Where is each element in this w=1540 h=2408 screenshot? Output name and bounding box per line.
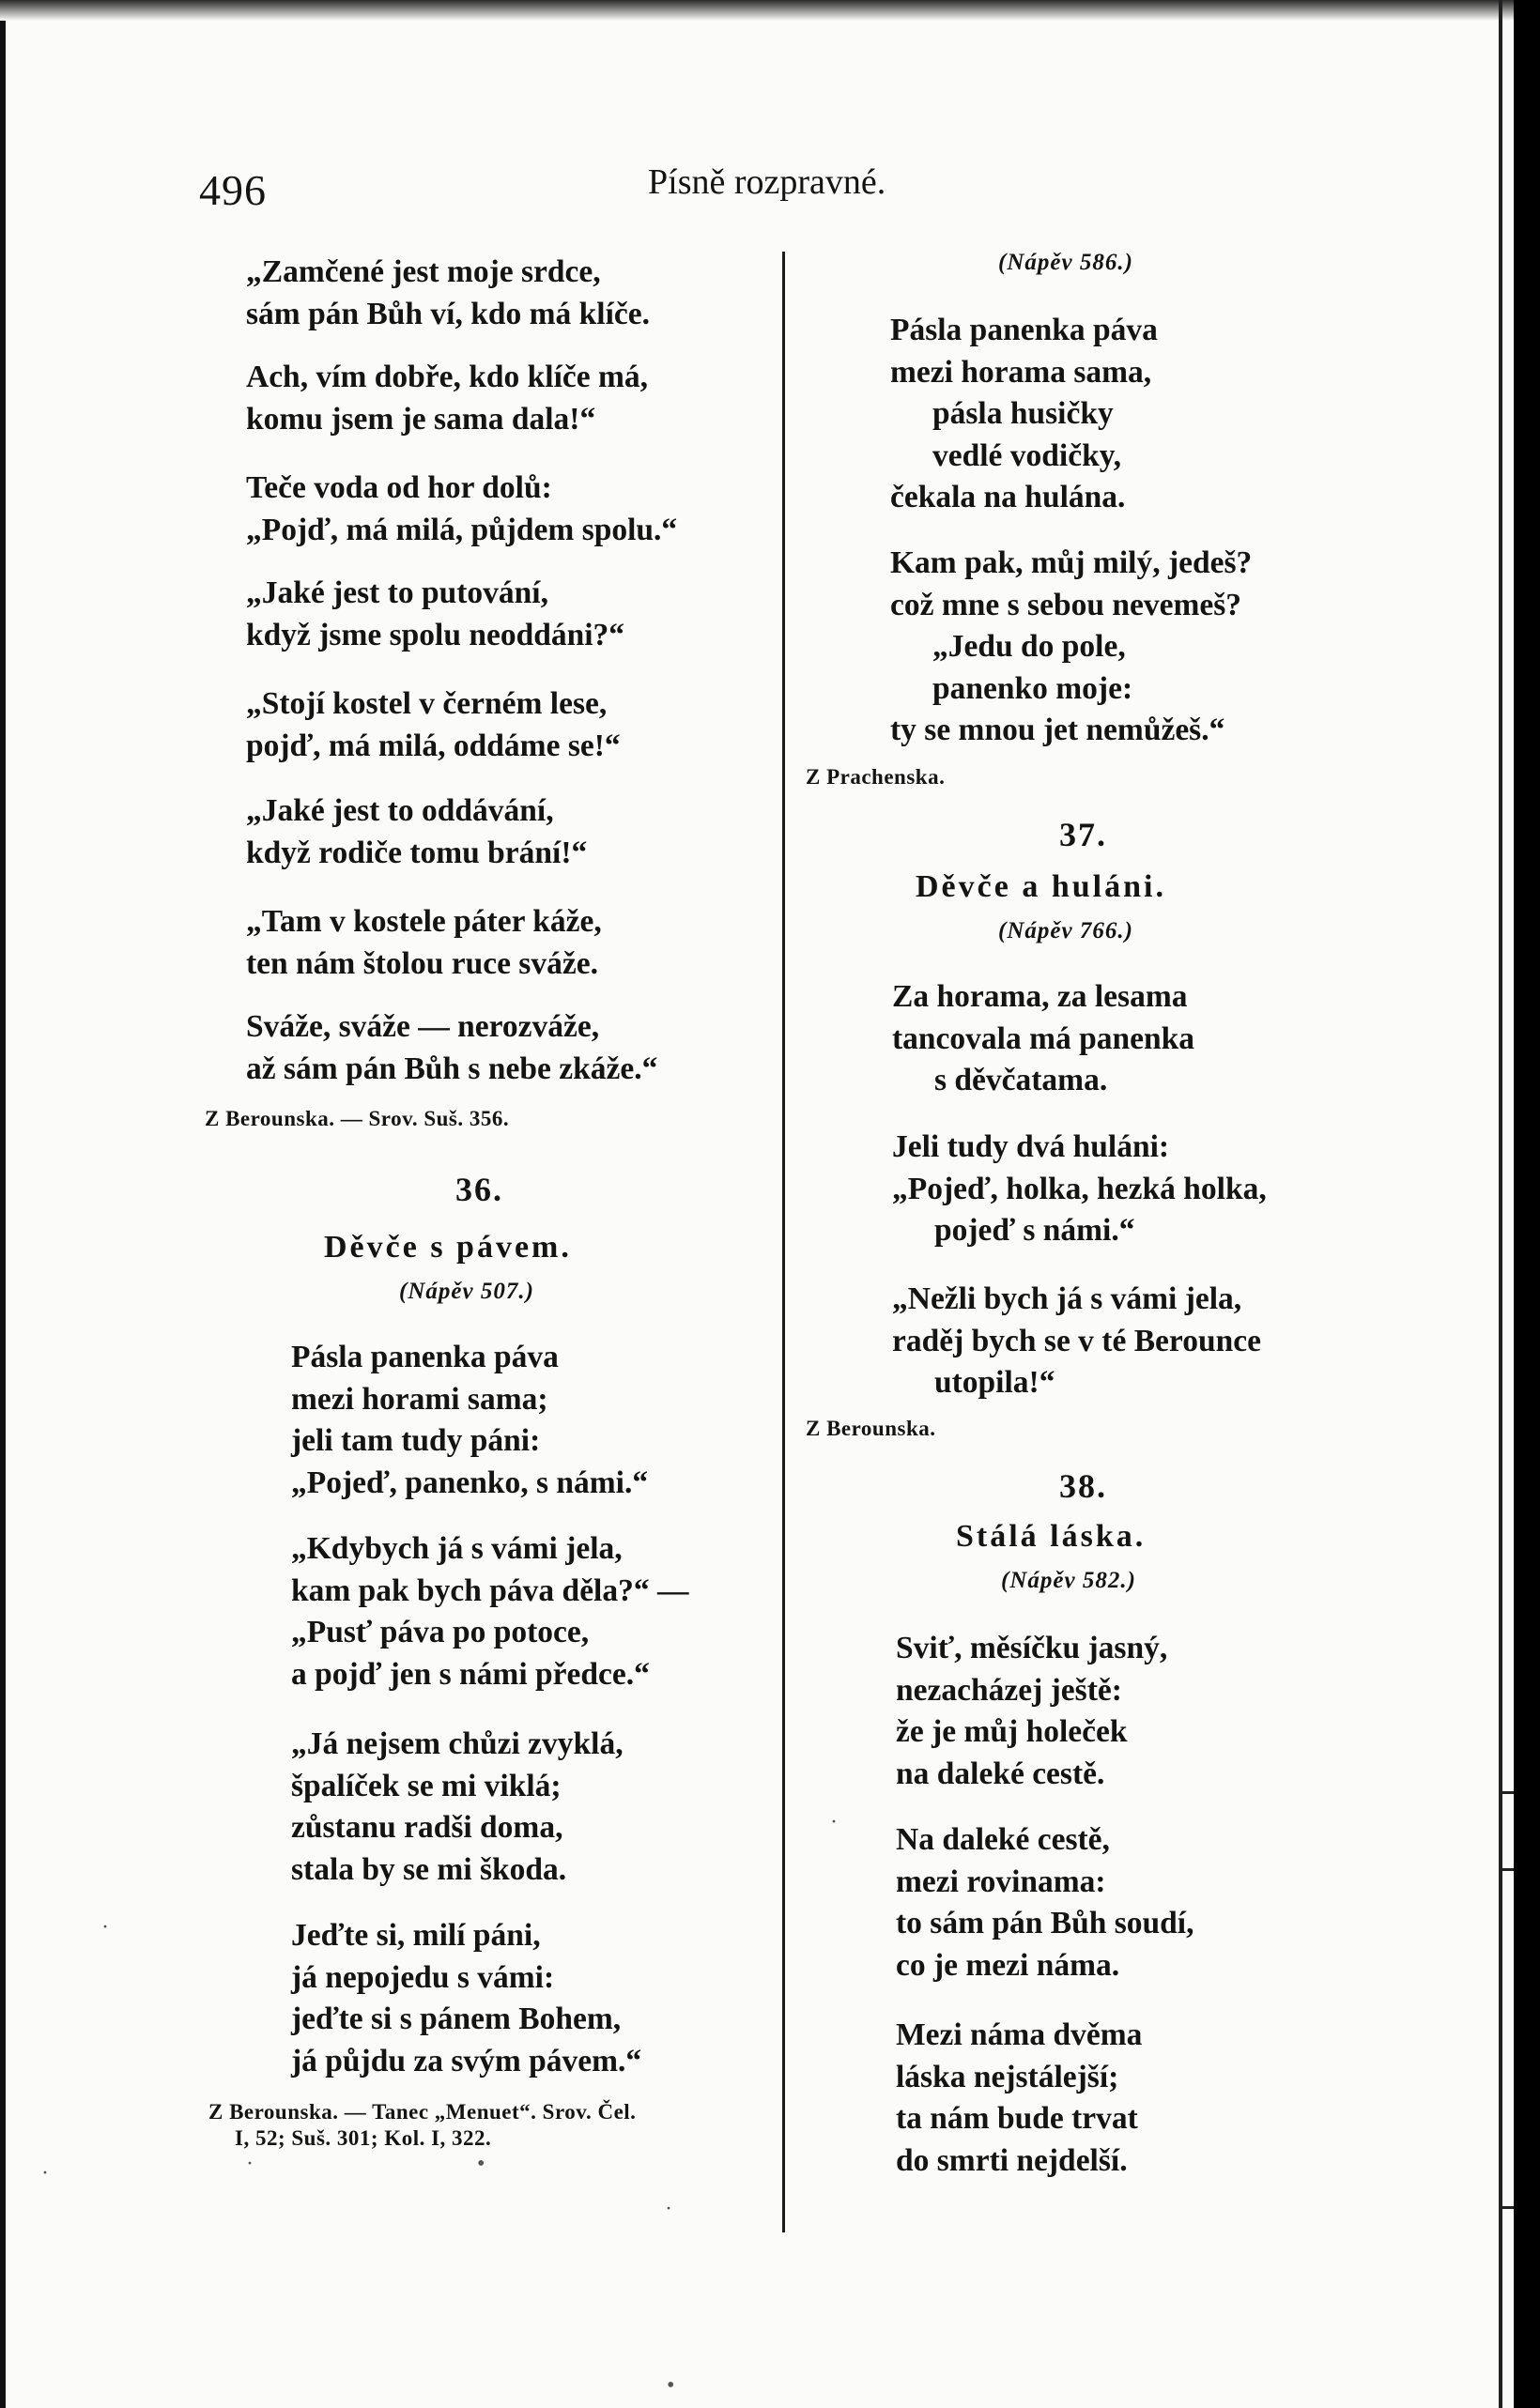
verse-line: „Já nejsem chůzi zvyklá, — [291, 1726, 624, 1761]
verse-line: Pásla panenka páva — [291, 1340, 559, 1374]
edge-mark — [1502, 1868, 1514, 1871]
stanza — [890, 310, 1158, 519]
column-rule — [782, 252, 785, 2232]
stanza — [896, 1819, 1194, 1986]
verse-line: Sviť, měsíčku jasný, — [896, 1631, 1168, 1665]
speck: · — [101, 1915, 109, 1940]
verse-line: což mne s sebou nevemeš? — [890, 587, 1242, 622]
verse-line: Pásla panenka páva — [890, 313, 1158, 347]
verse-line: Ach, vím dobře, kdo klíče má, — [246, 360, 649, 394]
source-note — [208, 2099, 636, 2152]
speck: · — [665, 2197, 672, 2221]
verse-line: nezacházej ještě: — [896, 1672, 1122, 1708]
verse-line: láska nejstálejší; — [896, 2059, 1119, 2094]
verse-line: zůstanu radši doma, — [291, 1810, 563, 1845]
stanza — [246, 901, 602, 985]
verse-line: Sváže, sváže — nerozváže, — [246, 1009, 600, 1044]
stanza — [246, 468, 677, 551]
verse-line: vedlé vodičky, — [932, 437, 1122, 473]
verse-line: „Kdybych já s vámi jela, — [291, 1531, 623, 1566]
verse-line: Jeli tudy dvá huláni: — [892, 1129, 1170, 1164]
stanza — [291, 1724, 624, 1891]
verse-line: to sám pán Bůh soudí, — [896, 1906, 1194, 1940]
stanza — [892, 976, 1194, 1102]
song-number: 38. — [1059, 1467, 1107, 1505]
verse-line: panenko moje: — [932, 670, 1133, 706]
stanza — [246, 790, 587, 874]
verse-line: „Jaké jest to oddávání, — [246, 793, 554, 828]
stanza — [896, 2015, 1142, 2182]
verse-line: mezi horama sama, — [890, 354, 1152, 390]
page-number: 496 — [199, 166, 267, 214]
verse-line: jeli tam tudy páni: — [291, 1423, 541, 1458]
running-head: Písně rozpravné. — [648, 162, 886, 202]
song-number: 37. — [1059, 816, 1107, 853]
source-line: Z Berounska. — Tanec „Menuet“. Srov. Čel. — [208, 2100, 637, 2124]
verse-line: kam pak bych páva děla?“ — — [291, 1572, 689, 1608]
verse-line: ten nám štolou ruce sváže. — [246, 945, 598, 981]
edge-mark — [1502, 1791, 1514, 1794]
page-top-shadow — [0, 0, 1514, 21]
verse-line: Teče voda od hor dolů: — [246, 470, 552, 505]
verse-line: že je můj holeček — [896, 1714, 1128, 1749]
verse-line: utopila!“ — [934, 1365, 1055, 1400]
verse-line: „Pojeď, holka, hezká holka, — [892, 1171, 1267, 1206]
verse-line: Za horama, za lesama — [892, 979, 1188, 1014]
stanza — [291, 1528, 689, 1695]
stanza — [246, 1006, 657, 1090]
verse-line: tancovala má panenka — [892, 1020, 1195, 1056]
verse-line: mezi horami sama; — [291, 1381, 548, 1417]
stanza — [892, 1279, 1261, 1404]
stanza — [246, 357, 648, 440]
verse-line: pojď, má milá, oddáme se!“ — [246, 728, 621, 763]
stanza — [896, 1628, 1167, 1795]
speck: · — [246, 2152, 254, 2176]
verse-line: pásla husičky — [932, 396, 1114, 431]
verse-line: „Pojď, má milá, půjdem spolu.“ — [246, 512, 678, 547]
verse-line: špalíček se mi viklá; — [291, 1768, 562, 1803]
verse-line: až sám pán Bůh s nebe zkáže.“ — [246, 1051, 658, 1086]
verse-line: Mezi náma dvěma — [896, 2017, 1143, 2052]
verse-line: Na daleké cestě, — [896, 1822, 1110, 1857]
verse-line: sám pán Bůh ví, kdo má klíče. — [246, 296, 651, 331]
verse-line: jeďte si s pánem Bohem, — [291, 2002, 622, 2036]
stanza — [291, 1337, 648, 1504]
stanza — [892, 1127, 1267, 1252]
source-line: I, 52; Suš. 301; Kol. I, 322. — [235, 2126, 492, 2150]
verse-line: do smrti nejdelší. — [896, 2142, 1128, 2178]
verse-line: „Zamčené jest moje srdce, — [246, 254, 601, 289]
tune-reference: (Nápěv 582.) — [1001, 1568, 1136, 1593]
verse-line: „Pojeď, panenko, s námi.“ — [291, 1465, 649, 1500]
song-title: Děvče a huláni. — [916, 869, 1166, 904]
edge-mark — [1502, 2206, 1514, 2209]
source-note: Z Berounska. — Srov. Suš. 356. — [205, 1107, 510, 1130]
verse-line: „Tam v kostele páter káže, — [246, 904, 602, 939]
source-note: Z Berounska. — [806, 1417, 936, 1440]
verse-line: čekala na hulána. — [890, 480, 1126, 514]
song-number: 36. — [455, 1171, 503, 1208]
tune-reference: (Nápěv 766.) — [998, 918, 1133, 943]
verse-line: když jsme spolu neoddáni?“ — [246, 617, 625, 652]
page-right-edge — [1499, 0, 1502, 2408]
stanza — [246, 252, 650, 335]
verse-line: mezi rovinama: — [896, 1864, 1106, 1899]
page-left-edge — [0, 0, 6, 2408]
song-title: Stálá láska. — [956, 1519, 1147, 1554]
verse-line: Kam pak, můj milý, jedeš? — [890, 545, 1253, 580]
verse-line: Jeďte si, milí páni, — [291, 1918, 541, 1953]
verse-line: pojeď s námi.“ — [934, 1213, 1135, 1248]
verse-line: a pojď jen s námi předce.“ — [291, 1656, 650, 1692]
speck: • — [477, 2152, 485, 2176]
verse-line: stala by se mi škoda. — [291, 1851, 567, 1887]
verse-line: co je mezi náma. — [896, 1947, 1120, 1983]
verse-line: „Nežli bych já s vámi jela, — [892, 1281, 1242, 1316]
verse-line: „Jedu do pole, — [932, 629, 1126, 664]
verse-line: „Pusť páva po potoce, — [291, 1615, 590, 1649]
verse-line: já nepojedu s vámi: — [291, 1959, 555, 1995]
verse-line: „Jaké jest to putování, — [246, 575, 548, 610]
speck: · — [830, 1810, 838, 1834]
verse-line: když rodiče tomu brání!“ — [246, 835, 588, 870]
verse-line: já půjdu za svým pávem.“ — [291, 2043, 642, 2078]
speck: · — [41, 2161, 49, 2186]
stanza — [291, 1915, 641, 2082]
verse-line: ty se mnou jet nemůžeš.“ — [890, 713, 1225, 747]
stanza — [246, 683, 621, 767]
verse-line: raděj bych se v té Berounce — [892, 1323, 1261, 1358]
stanza — [890, 543, 1252, 752]
verse-line: „Stojí kostel v černém lese, — [246, 686, 608, 721]
verse-line: ta nám bude trvat — [896, 2101, 1138, 2136]
verse-line: komu jsem je sama dala!“ — [246, 401, 596, 437]
verse-line: s děvčatama. — [934, 1063, 1108, 1097]
tune-reference: (Nápěv 586.) — [998, 250, 1133, 275]
tune-reference: (Nápěv 507.) — [399, 1279, 534, 1304]
song-title: Děvče s pávem. — [324, 1230, 572, 1265]
speck: • — [667, 2373, 675, 2398]
stanza — [246, 573, 624, 656]
verse-line: na daleké cestě. — [896, 1756, 1105, 1791]
source-note: Z Prachenska. — [806, 765, 946, 789]
